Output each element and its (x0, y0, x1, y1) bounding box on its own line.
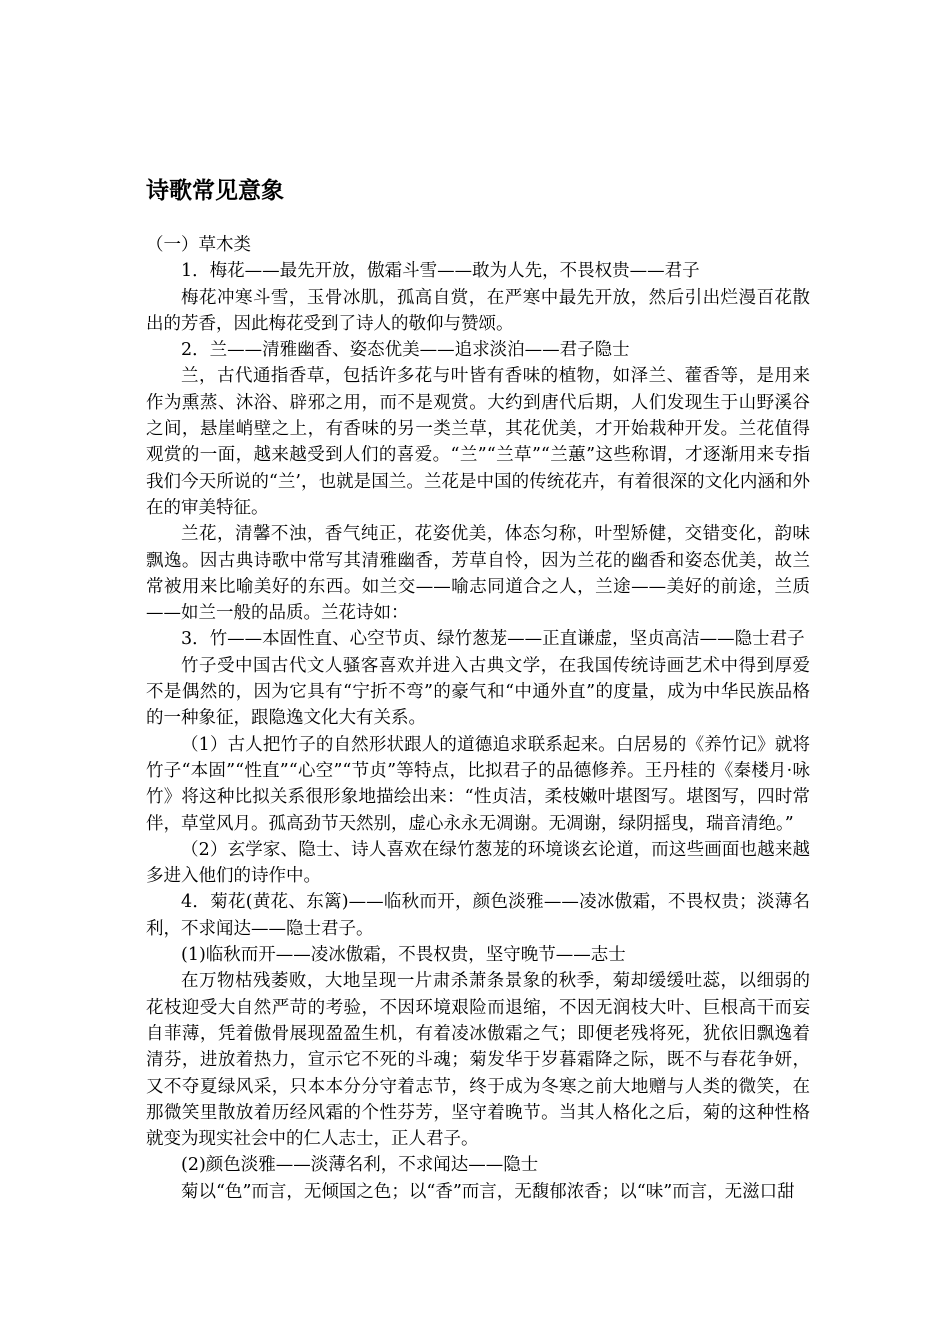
paragraph: 兰花，清馨不浊，香气纯正，花姿优美，体态匀称，叶型矫健，交错变化，韵味飘逸。因古典诗歌中常写其清雅幽香，芳草自怜，因为兰花的幽香和姿态优美，故兰常被用来比喻美好的东西。如兰交——喻志同道合之人，兰途——美好的前途，兰质——如兰一般的品质。兰花诗如： (146, 524, 810, 624)
document-body (146, 232, 810, 1205)
paragraph: 菊以“色”而言，无倾国之色；以“香”而言，无馥郁浓香；以“味”而言，无滋口甜 (181, 1181, 795, 1202)
paragraph: 2．兰——清雅幽香、姿态优美——追求淡泊——君子隐士 (181, 340, 630, 361)
paragraph: （1）古人把竹子的自然形状跟人的道德追求联系起来。白居易的《养竹记》就将竹子“本固”“性直”“心空”“节贞”等特点，比拟君子的品德修养。王丹桂的《秦楼月·咏竹》将这种比拟关系很形象地描绘出来：“性贞洁，柔枝嫩叶堪图写。堪图写，四时常伴，草堂风月。孤高劲节天然别，虚心永永无凋谢。无凋谢，绿阴摇曳，瑞音清绝。” (146, 734, 810, 834)
document-title: 诗歌常见意象 (146, 178, 284, 204)
paragraph: 1．梅花——最先开放，傲霜斗雪——敢为人先，不畏权贵——君子 (181, 261, 700, 282)
paragraph: (2)颜色淡雅——淡薄名利，不求闻达——隐士 (181, 1155, 539, 1176)
paragraph: （2）玄学家、隐士、诗人喜欢在绿竹葱茏的环境谈玄论道，而这些画面也越来越多进入他们的诗作中。 (146, 839, 810, 887)
paragraph: 在万物枯残萎败，大地呈现一片肃杀萧条景象的秋季，菊却缓缓吐蕊，以细弱的花枝迎受大自然严苛的考验，不因环境艰险而退缩，不因无润枝大叶、巨根高干而妄自菲薄，凭着傲骨展现盈盈生机，有着凌冰傲霜之气；即便老残将死，犹依旧飘逸着清芬，进放着热力，宣示它不死的斗魂；菊发华于岁暮霜降之际，既不与春花争妍，又不夺夏绿风采，只本本分分守着志节，终于成为冬寒之前大地赠与人类的微笑，在那微笑里散放着历经风霜的个性芬芳，坚守着晚节。当其人格化之后，菊的这种性格就变为现实社会中的仁人志士，正人君子。 (146, 971, 810, 1150)
paragraph: 竹子受中国古代文人骚客喜欢并进入古典文学，在我国传统诗画艺术中得到厚爱不是偶然的，因为它具有“宁折不弯”的豪气和“中通外直”的度量，成为中华民族品格的一种象征，跟隐逸文化大有关系。 (146, 655, 810, 729)
paragraph: 兰，古代通指香草，包括许多花与叶皆有香味的植物，如泽兰、藿香等，是用来作为熏蒸、沐浴、辟邪之用，而不是观赏。大约到唐代后期，人们发现生于山野溪谷之间，悬崖峭壁之上，有香味的另一类兰草，其花优美，才开始栽种开发。兰花值得观赏的一面，越来越受到人们的喜爱。“兰”“兰草”“兰蕙”这些称谓，才逐渐用来专指我们今天所说的“兰’，也就是国兰。兰花是中国的传统花卉，有着很深的文化内涵和外在的审美特征。 (146, 366, 810, 518)
paragraph: 4．菊花(黄花、东篱)——临秋而开，颜色淡雅——凌冰傲霜，不畏权贵；淡薄名利，不求闻达——隐士君子。 (146, 892, 810, 939)
section-heading: （一）草木类 (146, 235, 251, 255)
paragraph: 3．竹——本固性直、心空节贞、绿竹葱茏——正直谦虚，坚贞高洁——隐士君子 (181, 629, 805, 650)
paragraph: (1)临秋而开——凌冰傲霜，不畏权贵，坚守晚节——志士 (181, 945, 626, 966)
paragraph: 梅花冲寒斗雪，玉骨冰肌，孤高自赏，在严寒中最先开放，然后引出烂漫百花散出的芳香，因此梅花受到了诗人的敬仰与赞颂。 (146, 287, 810, 334)
